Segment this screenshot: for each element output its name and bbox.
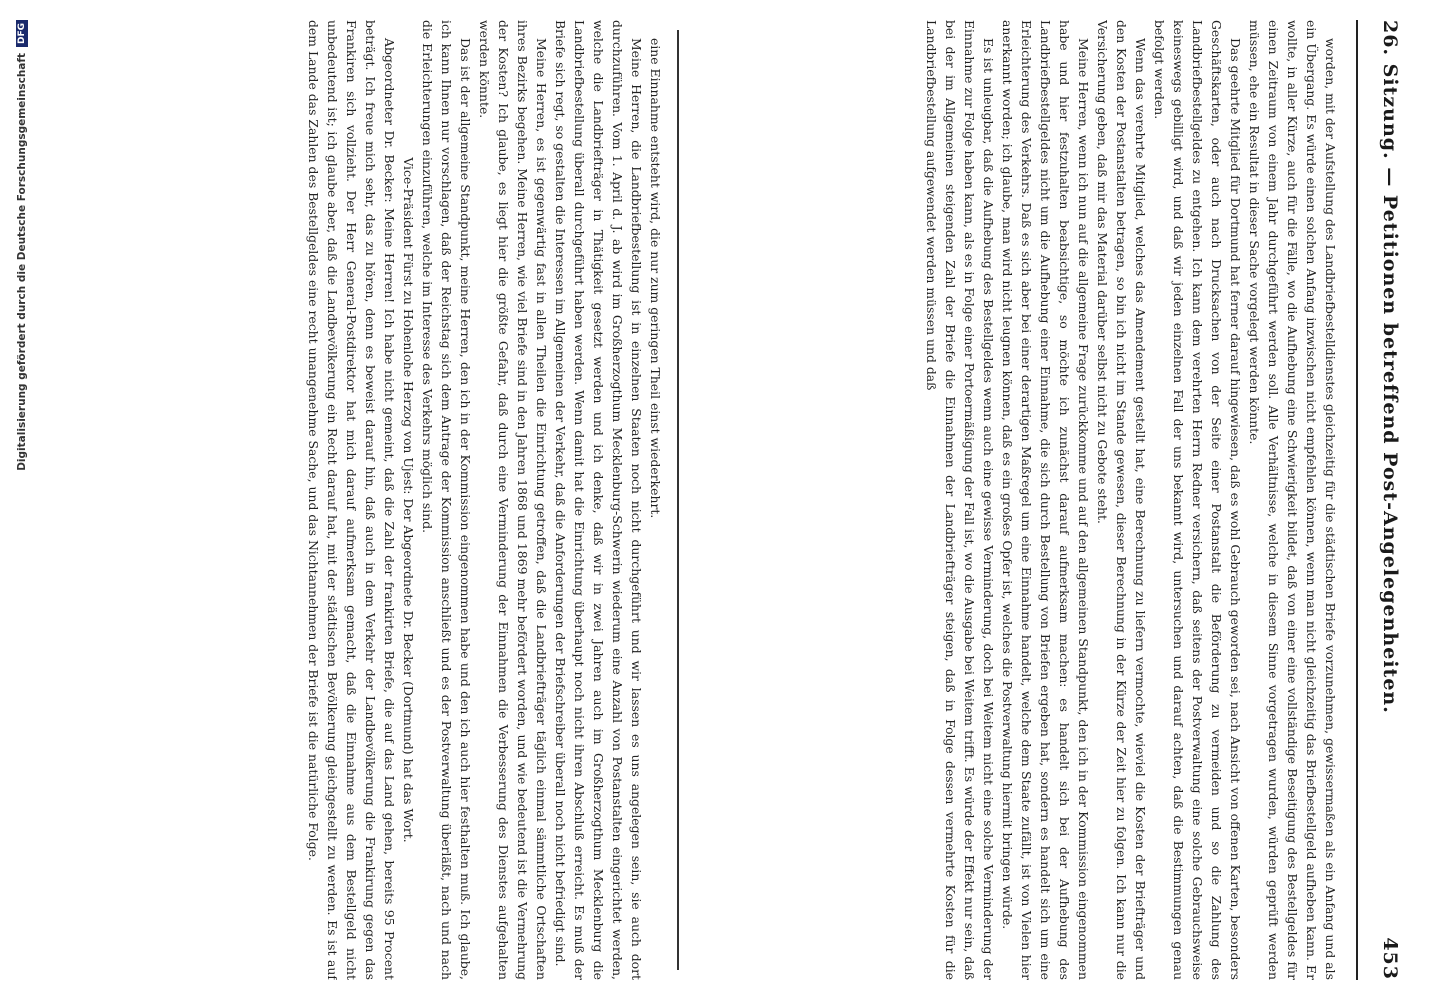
page-number: 453	[1379, 937, 1401, 980]
dfg-logo: DFG	[16, 20, 28, 47]
paragraph: Wenn das verehrte Mitglied, welches das Amendement gestellt hat, eine Berechnung zu liefern vermochte, wieviel die Kosten der Briefträger und den Kosten der Postanstalten betragen, so bin ich nicht im Stande gewesen, dieser Berechnung in der Kürze der Zeit hier zu folgen. Ich kann nur die Versicherung geben, daß mir das Material darüber selbst nicht zu Gebote steht.	[1095, 20, 1148, 980]
paragraph: Das ist der allgemeine Standpunkt, meine Herren, den ich in der Kommission eingenommen habe und den ich auch hier festhalten muß. Ich glaube, ich kann Ihnen nur vorschlagen, daß der Reichstag sich dem Antrage der Kommission anschließt und es der Postverwaltung überläßt, nach und nach die Erleichterungen einzuführen, welche im Interesse des Verkehrs möglich sind.	[420, 20, 473, 980]
paragraph: worden, mit der Aufstellung des Landbriefbestelldienstes gleichzeitig für die städtischen Briefe vorzunehmen, gewissermaßen als ein Anfang und als ein Übergang. Es würde einen solchen Anfang inzwischen nicht empfehlen können, wenn man nicht gleichzeitig das Briefbestellgeld aufheben kann. Er wollte, in aller Kürze, auch für die Fälle, wo die Aufhebung eine Schwierigkeit bildet, daß von einer eine vollständige Beseitigung des Bestellgeldes für einen Zeitraum von einem Jahr durchgeführt werden soll. Alle Verhältnisse, welche in diesem Sinne vorgetragen wurden, würden geprüft werden müssen, ehe ein Resultat in dieser Sache vorgelegt werden könnte.	[1247, 20, 1338, 980]
paragraph: Das geehrte Mitglied für Dortmund hat ferner darauf hingewiesen, daß es wohl Gebrauch geworden sei, nach Ansicht von offenen Karten, besonders Geschäftskarten, oder auch nach Drucksachen von der Seite einer Postanstalt die Beförderung zu vermeiden und so die Zahlung des Landbriefbestellgeldes zu entgehen. Ich kann dem verehrten Herrn Redner versichern, daß seitens der Postverwaltung eine solche Gebrauchsweise keineswegs gebilligt wird, und daß wir jeden einzelnen Fall der uns bekannt wird, untersuchen und darauf achten, daß die Bestimmungen genau befolgt werden.	[1152, 20, 1243, 980]
paragraph: Meine Herren, wenn ich nun auf die allgemeine Frage zurückkomme und auf den allgemeinen Standpunkt, den ich in der Kommission eingenommen habe und hier festzuhalten beabsichtige, so möchte ich zunächst darauf aufmerksam machen: es handelt sich bei der Aufhebung des Landbriefbestellgeldes nicht um die Aufhebung einer Einnahme, die sich durch Bestellung von Briefen ergeben hat, sondern es handelt sich um eine Erleichterung des Verkehrs. Daß es sich aber bei einer derartigen Maßregel um eine Einnahme handelt, welche dem Staate zufällt, ist von Vielen hier anerkannt worden; ich glaube, man wird nicht leugnen können, daß es ein großes Opfer ist, welches die Postverwaltung hiermit bringen würde.	[1000, 20, 1091, 980]
column-divider	[677, 30, 679, 970]
paragraph: eine Einnahme entsteht wird, die nur zum geringen Theil einst wiederkehrt.	[648, 38, 663, 519]
paragraph: Meine Herren, die Landbriefbestellung ist in einzelnen Staaten noch nicht durchgeführt und wir lassen es uns angelegen sein, sie auch dort durchzuführen. Vom 1. April d. J. ab wird im Großherzogthum Mecklenburg-Schwerin wiederum eine Anzahl von Postanstalten eingerichtet werden, welche die Landbriefträger in Thätigkeit gesetzt werden und ich denke, daß wir in zwei Jahren auch im Großherzogthum Mecklenburg die Landbriefbestellung überall durchgeführt haben werden. Wenn damit hat die Einrichtung überhaupt noch nicht ihren Abschluß erreicht. Es muß der Briefe sich regt, so gestalten die Interessen im Allgemeinen der Verkehr, daß die Anforderungen der Briefschreiber überall noch nicht befriedigt sind.	[553, 20, 644, 980]
credit-text: Digitalisierung gefördert durch die Deutsche Forschungsgemeinschaft	[16, 53, 28, 471]
header-title: 26. Sitzung. — Petitionen betreffend Post-Angelegenheiten.	[1379, 20, 1401, 714]
header-rule	[1356, 20, 1358, 980]
paragraph: Es ist unleugbar, daß die Aufhebung des Bestellgeldes wenn auch eine gewisse Verminderung, doch bei Weitem nicht eine solche Verminderung der Einnahme zur Folge haben kann, als es in Folge einer Portoermäßigung der Fall ist, wo die Ausgabe bei Weitem trifft. Es würde der Effekt nur sein, daß bei der im Allgemeinen steigenden Zahl der Briefe die Einnahmen der Landbriefträger steigen, daß in Folge dessen vermehrte Kosten für die Landbriefbestellung aufgewendet werden müssen und daß	[924, 20, 996, 980]
speaker-line: Vice-Präsident Fürst zu Hohenlohe Herzog von Ujest: Der Abgeordnete Dr. Becker (Dortmund) hat das Wort.	[401, 157, 416, 843]
paragraph: Meine Herren, es ist gegenwärtig fast in allen Theilen die Einrichtung getroffen, daß die Landbriefträger täglich einmal sämmtliche Ortschaften ihres Bezirks begehen. Meine Herren, wie viel Briefe sind in den Jahren 1868 und 1869 mehr befördert worden, und wie bedeutend ist die Vermehrung der Kosten? Ich glaube, es liegt hier die größte Gefahr, daß durch eine Verminderung der Einnahmen die Verbesserung des Dienstes aufgehalten werden könnte.	[477, 20, 549, 980]
paragraph: Abgeordneter Dr. Becker: Meine Herren! Ich habe nicht gemeint, daß die Zahl der frankirten Briefe, die auf das Land gehen, bereits 95 Procent beträgt. Ich freue mich sehr, das zu hören, denn es beweist darauf hin, daß auch in dem Verkehr der Landbevölkerung die Frankirung gegen das Frankiren sich vollzieht. Der Herr General-Postdirektor hat mich darauf aufmerksam gemacht, daß die Einnahme aus dem Bestellgeld nicht unbedeutend ist; ich glaube aber, daß die Landbevölkerung ein Recht darauf hat, mit der städtischen Bevölkerung gleichgestellt zu werden. Es ist auf dem Lande das Zahlen des Bestellgeldes eine recht unangenehme Sache, und das Nichtannehmen der Briefe ist die natürliche Folge.	[306, 20, 397, 980]
